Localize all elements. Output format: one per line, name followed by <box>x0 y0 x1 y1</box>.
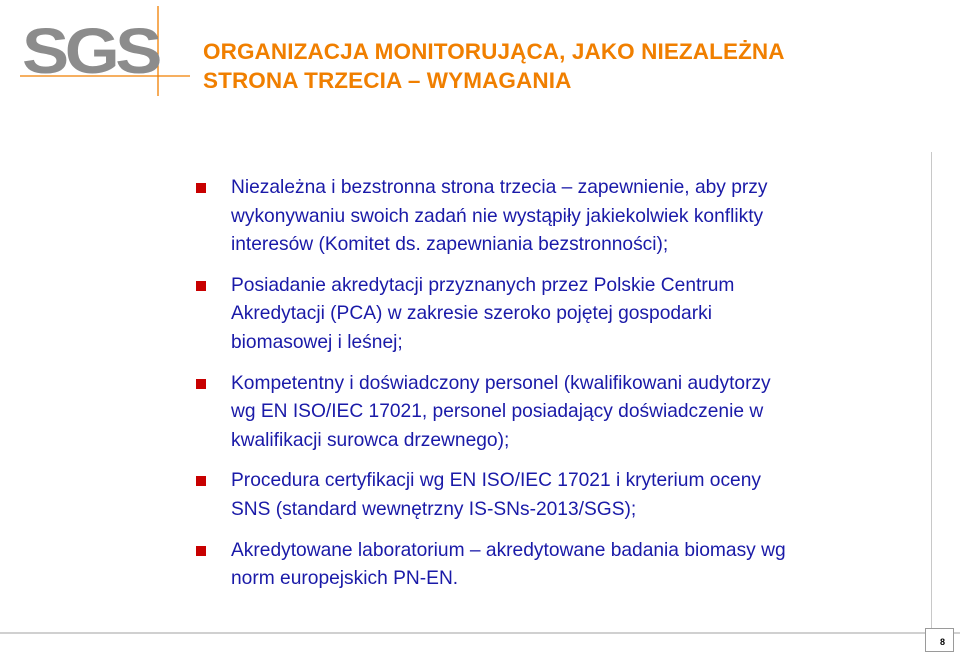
bullet-line: Akredytowane laboratorium – akredytowane badania biomasy wg <box>231 539 786 561</box>
list-item <box>196 467 916 524</box>
right-divider <box>931 152 932 632</box>
bullet-line: norm europejskich PN-EN. <box>231 568 459 590</box>
footer-divider <box>0 632 960 634</box>
title-line: STRONA TRZECIA – WYMAGANIA <box>203 68 572 93</box>
square-bullet-icon <box>196 281 206 291</box>
sgs-logo-graphic <box>20 6 190 96</box>
square-bullet-icon <box>196 183 206 193</box>
list-item <box>196 174 916 260</box>
bullet-line: Procedura certyfikacji wg EN ISO/IEC 17021 i kryterium oceny <box>231 470 761 492</box>
logo-text: SGS <box>22 15 161 87</box>
bullet-line: Akredytacji (PCA) w zakresie szeroko pojętej gospodarki <box>231 303 712 325</box>
bullet-line: interesów (Komitet ds. zapewniania bezstronności); <box>231 234 669 256</box>
list-item <box>196 537 916 594</box>
square-bullet-icon <box>196 379 206 389</box>
bullet-line: wg EN ISO/IEC 17021, personel posiadający doświadczenie w <box>231 401 764 423</box>
square-bullet-icon <box>196 546 206 556</box>
bullet-line: Niezależna i bezstronna strona trzecia – zapewnienie, aby przy <box>231 177 768 198</box>
page-number: 8 <box>925 628 954 652</box>
bullet-line: SNS (standard wewnętrzny IS-SNs-2013/SGS); <box>231 498 637 520</box>
bullet-line: biomasowej i leśnej; <box>231 331 403 353</box>
bullet-line: Posiadanie akredytacji przyznanych przez Polskie Centrum <box>231 274 735 296</box>
square-bullet-icon <box>196 476 206 486</box>
title-line: ORGANIZACJA MONITORUJĄCA, JAKO NIEZALEŻNA <box>203 39 785 64</box>
list-item <box>196 272 916 358</box>
sgs-logo <box>20 6 190 96</box>
list-item <box>196 370 916 456</box>
bullet-line: kwalifikacji surowca drzewnego); <box>231 429 510 451</box>
page-title <box>203 37 943 95</box>
bullet-line: Kompetentny i doświadczony personel (kwalifikowani audytorzy <box>231 372 771 394</box>
bullet-line: wykonywaniu swoich zadań nie wystąpiły jakiekolwiek konflikty <box>231 205 764 227</box>
bullet-list <box>196 174 916 606</box>
